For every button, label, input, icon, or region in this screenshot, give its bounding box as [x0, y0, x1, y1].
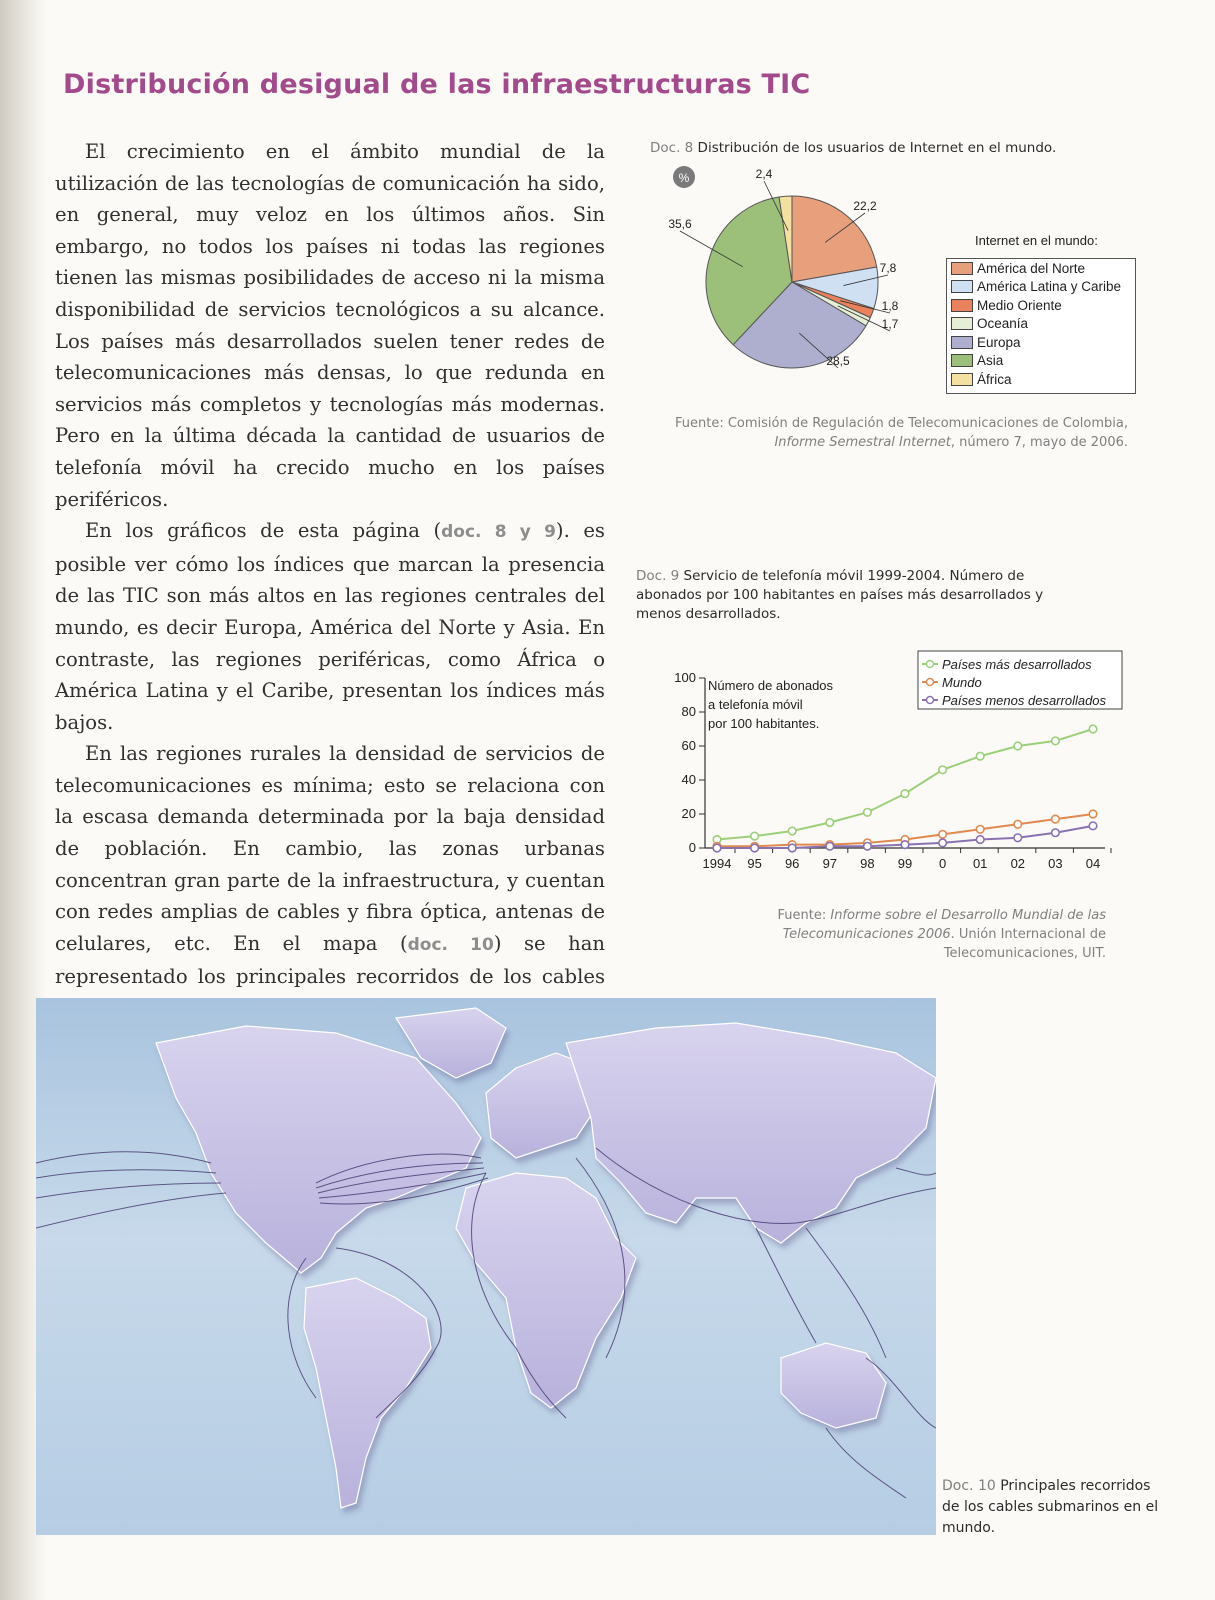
pie-value-label: 35,6 — [668, 217, 692, 231]
cable-asia-3 — [806, 1228, 886, 1358]
data-point — [901, 790, 909, 798]
legend-swatch — [951, 354, 973, 367]
legend-marker — [927, 679, 934, 686]
legend-label: Europa — [977, 334, 1021, 350]
x-tick-label: 95 — [747, 856, 762, 871]
cable-pacific-1 — [36, 1152, 211, 1163]
cable-asia-2 — [756, 1228, 816, 1343]
legend-rows — [947, 259, 1135, 389]
legend-label: Países menos desarrollados — [942, 693, 1107, 708]
doc9-source-prefix: Fuente: — [777, 908, 827, 923]
paragraph-3-end: ) se han representado los principales recorridos de los cables — [55, 931, 605, 989]
doc8-source-prefix: Fuente: Comisión de Regulación de Telecomunicaciones de Colombia, — [674, 416, 1128, 431]
x-tick-label: 0 — [938, 856, 947, 871]
pie-value-label: 28,5 — [826, 354, 850, 368]
x-tick-label: 99 — [897, 856, 913, 871]
paragraph-2-start: En los gráficos de esta página ( — [85, 519, 442, 543]
pie-legend — [946, 258, 1136, 394]
legend-swatch — [951, 373, 973, 386]
x-tick-label: 97 — [822, 856, 838, 871]
doc-reference-8-9[interactable]: doc. 8 y 9 — [441, 522, 556, 543]
continents — [156, 1008, 936, 1508]
annotation-line: por 100 habitantes. — [708, 716, 820, 731]
doc-reference-10[interactable]: doc. 10 — [407, 934, 494, 955]
pie-value-label: 22,2 — [853, 199, 877, 213]
doc9-source — [700, 906, 1106, 963]
cable-pacific-2 — [36, 1170, 216, 1178]
annotation-line: Número de abonados — [708, 678, 834, 693]
y-tick-label: 60 — [681, 738, 696, 753]
x-tick-label: 02 — [1010, 856, 1026, 871]
legend-marker — [927, 661, 934, 668]
legend-item — [947, 333, 1135, 352]
section-title — [63, 70, 810, 100]
data-point — [976, 826, 984, 834]
cable-pacific-4 — [36, 1193, 226, 1228]
data-point — [1014, 742, 1022, 750]
pie-slices — [706, 196, 878, 368]
legend-item — [947, 278, 1135, 297]
legend-swatch — [951, 336, 973, 349]
paragraph-1: El crecimiento en el ámbito mundial de la utilización de las tecnologías de comunicación ha sido, en general, muy veloz en los últimos años. Sin embargo, no todos los países ni todas las regiones tienen las mismas posibilidades de acceso ni la misma disponibilidad de servicios tecnológicos a su alcance. Los países más desarrollados suelen tener redes de telecomunicaciones más densas, lo que redunda en servicios más completos y tecnologías más modernas. Pero en la última década la cantidad de usuarios de telefonía móvil ha crecido mucho en los países periféricos. — [55, 140, 605, 511]
doc9-source-publication: Informe sobre el Desarrollo Mundial de las Telecomunicaciones 2006 — [782, 908, 1106, 942]
data-point — [976, 836, 984, 844]
x-tick-label: 1994 — [702, 856, 732, 871]
pie-value-label: 2,4 — [755, 167, 773, 181]
pie-value-label: 1,7 — [881, 317, 899, 331]
section-title-text: Distribución desigual de las infraestructuras TIC — [63, 69, 811, 100]
legend-label: Medio Oriente — [977, 297, 1062, 313]
world-map-illustration — [36, 998, 936, 1535]
line-chart-legend — [918, 651, 1122, 709]
data-point — [751, 844, 759, 852]
data-point — [1089, 725, 1097, 733]
pie-value-label: 7,8 — [879, 261, 897, 275]
legend-label: África — [977, 371, 1012, 387]
pie-legend-title: Internet en el mundo: — [975, 233, 1098, 248]
data-point — [976, 752, 984, 760]
doc10-number: Doc. 10 — [942, 1478, 996, 1494]
data-point — [939, 766, 947, 774]
data-point — [751, 832, 759, 840]
doc9-source-suffix: . Unión Internacional de Telecomunicaciones, UIT. — [943, 927, 1106, 961]
doc9-caption — [636, 567, 1086, 624]
legend-item — [947, 259, 1135, 278]
y-tick-label: 20 — [681, 806, 696, 821]
data-point — [901, 841, 909, 849]
data-point — [826, 819, 834, 827]
paragraph-3-start: En las regiones rurales la densidad de servicios de telecomunicaciones es mínima; esto se relaciona con la escasa demanda determinada por la baja densidad de población. En cambio, las zonas urbanas concentran gran parte de la infraestructura, y cuentan con redes amplias de cables y fibra óptica, antenas de celulares, etc. En el mapa ( — [55, 742, 605, 955]
annotation-line: a telefonía móvil — [708, 697, 803, 712]
cable-australia-2 — [826, 1428, 906, 1498]
data-point — [939, 839, 947, 847]
percent-badge-label: % — [678, 171, 690, 185]
data-point — [864, 843, 872, 851]
paragraph-2 — [55, 515, 605, 738]
data-point — [713, 844, 721, 852]
x-tick-label: 98 — [860, 856, 875, 871]
data-point — [1052, 815, 1060, 823]
x-tick-label: 04 — [1085, 856, 1101, 871]
line-chart-annotation — [708, 678, 834, 731]
doc8-source — [650, 414, 1128, 452]
doc8-caption — [650, 139, 1120, 158]
pie-chart — [660, 160, 930, 385]
y-tick-label: 100 — [674, 670, 696, 685]
doc10-caption-text: Principales recorridos de los cables submarinos en el mundo. — [942, 1478, 1159, 1536]
line-chart — [650, 645, 1130, 890]
data-point — [864, 809, 872, 817]
y-tick-label: 40 — [681, 772, 696, 787]
cable-transpacific-east — [896, 1168, 936, 1175]
legend-label: Oceanía — [977, 316, 1029, 332]
legend-swatch — [951, 317, 973, 330]
legend-label: Mundo — [942, 675, 982, 690]
x-tick-label: 96 — [784, 856, 800, 871]
x-tick-label: 01 — [972, 856, 988, 871]
legend-item — [947, 352, 1135, 371]
data-point — [939, 831, 947, 839]
asia-landmass — [566, 1023, 936, 1243]
doc8-caption-text: Distribución de los usuarios de Internet en el mundo. — [697, 140, 1057, 156]
legend-swatch — [951, 280, 973, 293]
data-point — [1014, 820, 1022, 828]
x-tick-label: 03 — [1048, 856, 1063, 871]
data-point — [788, 827, 796, 835]
paragraph-2-end: ). es posible ver cómo los índices que marcan la presencia de las TIC son más altos en las regiones centrales del mundo, es decir Europa, América del Norte y Asia. En contraste, las regiones periféricas, como África o América Latina y el Caribe, presentan los índices más bajos. — [55, 519, 605, 734]
legend-label: Asia — [977, 353, 1004, 369]
data-point — [788, 844, 796, 852]
y-tick-label: 0 — [688, 840, 696, 855]
data-point — [1089, 822, 1097, 830]
data-point — [1052, 829, 1060, 837]
legend-item — [947, 370, 1135, 389]
data-point — [826, 843, 834, 851]
legend-marker — [927, 697, 934, 704]
article-body — [55, 136, 605, 1056]
legend-item — [947, 315, 1135, 334]
australia-landmass — [781, 1343, 886, 1428]
legend-label: América Latina y Caribe — [977, 279, 1122, 295]
doc8-source-suffix: , número 7, mayo de 2006. — [950, 435, 1128, 450]
doc9-caption-text: Servicio de telefonía móvil 1999-2004. Número de abonados por 100 habitantes en países más desarrollados y menos desarrollados. — [636, 568, 1044, 622]
legend-item — [947, 296, 1135, 315]
doc9-number: Doc. 9 — [636, 568, 680, 584]
data-point — [1014, 834, 1022, 842]
y-tick-label: 80 — [681, 704, 696, 719]
doc8-source-publication: Informe Semestral Internet — [774, 435, 951, 450]
doc8-number: Doc. 8 — [650, 140, 694, 156]
data-point — [1052, 737, 1060, 745]
line-chart-series — [713, 725, 1097, 852]
legend-swatch — [951, 262, 973, 275]
doc10-caption — [942, 1476, 1172, 1539]
legend-swatch — [951, 299, 973, 312]
data-point — [1089, 810, 1097, 818]
pie-value-label: 1,8 — [881, 299, 899, 313]
series-line — [717, 729, 1093, 840]
cable-pacific-3 — [36, 1183, 221, 1198]
legend-label: América del Norte — [977, 260, 1086, 276]
legend-label: Países más desarrollados — [942, 657, 1092, 672]
south-america-landmass — [304, 1278, 431, 1508]
submarine-cables-map — [36, 998, 936, 1535]
